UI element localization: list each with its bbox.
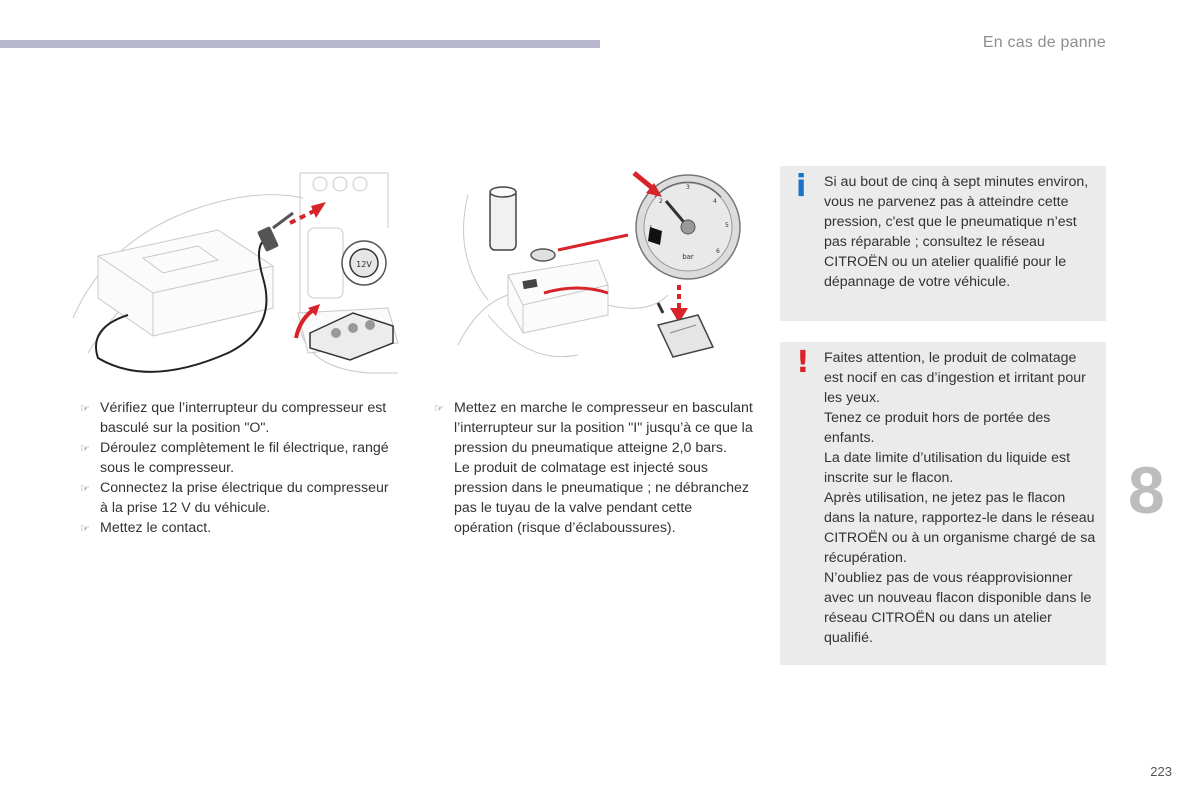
gauge-tick: 5 — [725, 222, 729, 229]
warning-paragraph: Faites attention, le produit de colmatage est nocif en cas d’ingestion et irritant pour les yeux. — [824, 350, 1086, 406]
list-item — [80, 478, 400, 518]
warning-paragraph: N’oubliez pas de vous réapprovisionner avec un nouveau flacon disponible dans le réseau CITROËN ou dans un atelier qualifié. — [824, 570, 1092, 646]
list-item-text: Mettez le contact. — [100, 520, 212, 536]
compressor-pressure-gauge-illustration — [448, 165, 748, 380]
compressor-gauge-figure — [448, 165, 748, 380]
gauge-tick: 3 — [686, 184, 690, 191]
list-item — [80, 518, 400, 538]
info-icon: i — [796, 169, 807, 204]
info-note — [780, 166, 1106, 321]
warning-icon: ! — [796, 345, 810, 380]
info-note-text: Si au bout de cinq à sept minutes environ, vous ne parvenez pas à atteindre cette pression, c'est que le pneumatique n’est pas réparable ; consultez le réseau CITROËN ou un atelier qualifié pour le dépannage de votre véhicule. — [824, 174, 1089, 290]
instructions-list-step1 — [80, 398, 400, 538]
list-item-text: Mettez en marche le compresseur en basculant l’interrupteur sur la position "I" jusqu’à ce que la pression du pneumatique atteigne 2,0 bars. — [454, 400, 753, 456]
header-rule — [0, 40, 600, 48]
pointing-hand-icon: ☞ — [80, 403, 90, 415]
list-item-continuation: Le produit de colmatage est injecté sous pression dans le pneumatique ; ne débranchez pas le tuyau de la valve pendant cette opération (risque d’éclaboussures). — [454, 460, 749, 536]
pointing-hand-icon: ☞ — [80, 443, 90, 455]
page-number: 223 — [1150, 764, 1172, 779]
warning-paragraph: Après utilisation, ne jetez pas le flacon dans la nature, rapportez-le dans le réseau CITROËN ou à un organisme chargé de sa récupération. — [824, 490, 1096, 566]
pointing-hand-icon: ☞ — [80, 523, 90, 535]
warning-paragraph: Tenez ce produit hors de portée des enfants. — [824, 410, 1051, 446]
gauge-tick: 6 — [716, 248, 720, 255]
section-title: En cas de panne — [982, 34, 1106, 51]
gauge-unit: bar — [682, 253, 694, 261]
list-item — [80, 398, 400, 438]
list-item — [434, 398, 754, 538]
warning-note — [780, 342, 1106, 665]
compressor-12v-socket-illustration — [68, 168, 408, 383]
instructions-list-step2 — [434, 398, 754, 538]
socket-label: 12V — [356, 260, 372, 269]
chapter-number: 8 — [1128, 453, 1165, 527]
pointing-hand-icon: ☞ — [434, 403, 444, 415]
warning-paragraph: La date limite d’utilisation du liquide est inscrite sur le flacon. — [824, 450, 1071, 486]
list-item-text: Déroulez complètement le fil électrique, rangé sous le compresseur. — [100, 440, 389, 476]
list-item-text: Vérifiez que l’interrupteur du compresseur est basculé sur la position "O". — [100, 400, 387, 436]
compressor-connection-figure — [68, 168, 408, 383]
list-item-text: Connectez la prise électrique du compresseur à la prise 12 V du véhicule. — [100, 480, 389, 516]
pointing-hand-icon: ☞ — [80, 483, 90, 495]
gauge-tick: 2 — [659, 198, 663, 205]
list-item — [80, 438, 400, 478]
gauge-tick: 4 — [713, 198, 717, 205]
